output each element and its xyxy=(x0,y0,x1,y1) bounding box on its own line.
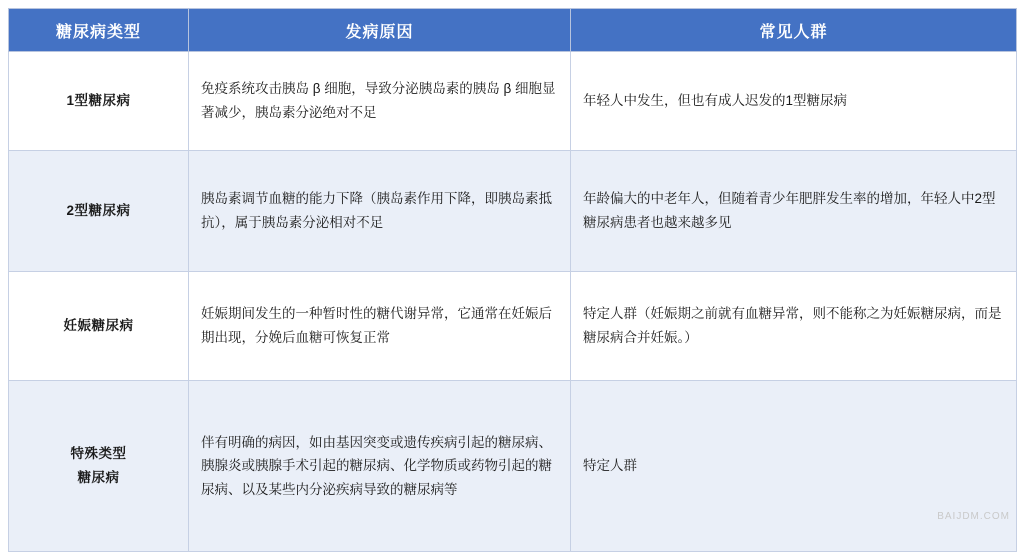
cell-group: 特定人群（妊娠期之前就有血糖异常，则不能称之为妊娠糖尿病，而是糖尿病合并妊娠。） xyxy=(571,272,1017,381)
table-row xyxy=(9,151,1017,272)
watermark: BAIJDM.COM xyxy=(937,511,1010,522)
type-label-line: 1型糖尿病 xyxy=(66,93,131,109)
table-body xyxy=(9,52,1017,552)
cell-cause: 妊娠期间发生的一种暂时性的糖代谢异常，它通常在妊娠后期出现，分娩后血糖可恢复正常 xyxy=(189,272,571,381)
cell-group: 特定人群 xyxy=(571,381,1017,552)
column-header-cause: 发病原因 xyxy=(189,9,571,52)
cell-cause: 胰岛素调节血糖的能力下降（胰岛素作用下降，即胰岛素抵抗），属于胰岛素分泌相对不足 xyxy=(189,151,571,272)
column-header-type: 糖尿病类型 xyxy=(9,9,189,52)
cell-group: 年轻人中发生，但也有成人迟发的1型糖尿病 xyxy=(571,52,1017,151)
cell-type xyxy=(9,381,189,552)
table-row xyxy=(9,381,1017,552)
type-label-line: 妊娠糖尿病 xyxy=(63,318,134,334)
cell-cause: 伴有明确的病因，如由基因突变或遗传疾病引起的糖尿病、胰腺炎或胰腺手术引起的糖尿病、化学物质或药物引起的糖尿病、以及某些内分泌疾病导致的糖尿病等 xyxy=(189,381,571,552)
table-header xyxy=(9,9,1017,52)
cell-cause: 免疫系统攻击胰岛 β 细胞，导致分泌胰岛素的胰岛 β 细胞显著减少，胰岛素分泌绝对不足 xyxy=(189,52,571,151)
cell-type xyxy=(9,52,189,151)
type-label-line: 2型糖尿病 xyxy=(66,203,131,219)
table-header-row xyxy=(9,9,1017,52)
table-row xyxy=(9,272,1017,381)
cell-group: 年龄偏大的中老年人，但随着青少年肥胖发生率的增加，年轻人中2型糖尿病患者也越来越多见 xyxy=(571,151,1017,272)
column-header-group: 常见人群 xyxy=(571,9,1017,52)
cell-type xyxy=(9,272,189,381)
diabetes-types-table xyxy=(8,8,1017,552)
diabetes-types-table-container xyxy=(8,8,1016,552)
table-row xyxy=(9,52,1017,151)
type-label-line: 糖尿病 xyxy=(77,470,120,485)
cell-type xyxy=(9,151,189,272)
type-label-line: 特殊类型 xyxy=(70,446,127,462)
